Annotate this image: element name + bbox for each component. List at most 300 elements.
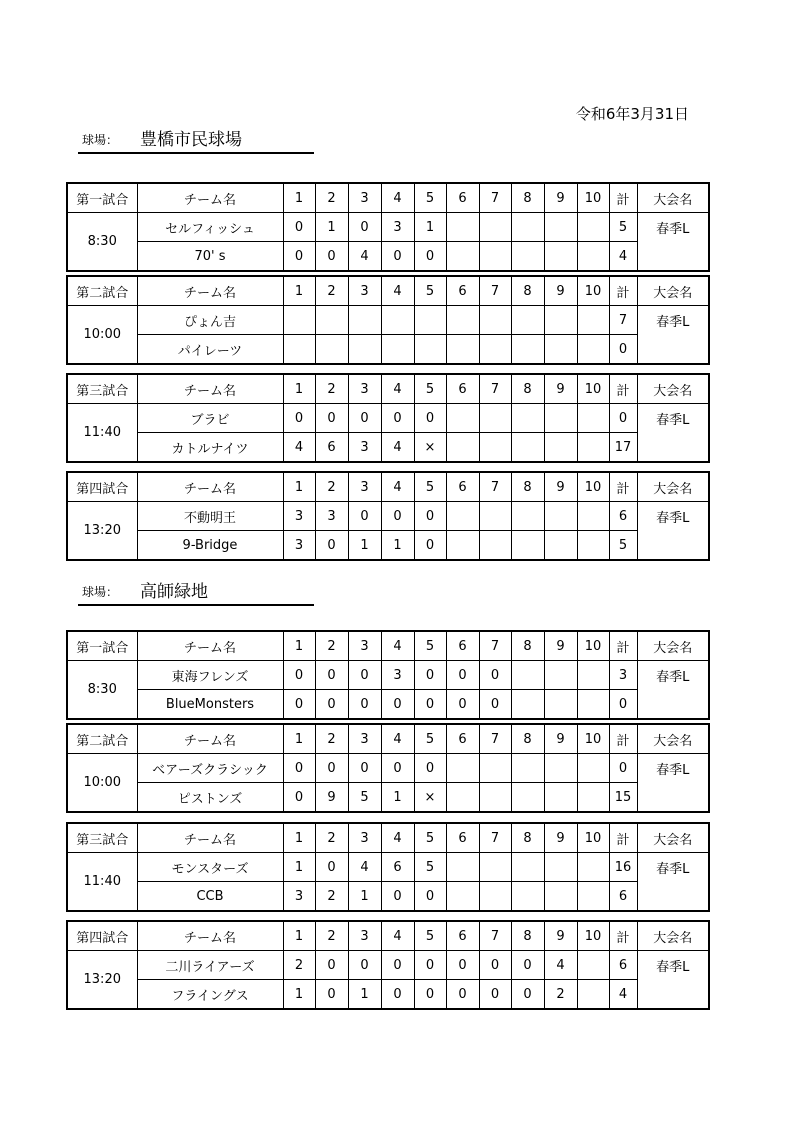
inning-header: 3 — [348, 276, 381, 306]
inning-score: 0 — [446, 980, 479, 1010]
team-row — [67, 980, 709, 1010]
inning-header: 7 — [479, 472, 511, 502]
inning-score — [446, 882, 479, 912]
inning-score — [577, 335, 609, 365]
inning-score: 6 — [381, 853, 414, 882]
inning-score: 0 — [381, 754, 414, 783]
inning-score — [479, 335, 511, 365]
inning-header: 6 — [446, 374, 479, 404]
inning-score — [577, 306, 609, 335]
inning-score — [544, 690, 577, 720]
inning-score — [577, 980, 609, 1010]
inning-score — [511, 242, 544, 272]
team-total: 5 — [609, 531, 637, 561]
inning-score: 3 — [283, 502, 315, 531]
inning-header: 1 — [283, 724, 315, 754]
inning-score — [479, 404, 511, 433]
team-total: 16 — [609, 853, 637, 882]
game-table — [66, 920, 710, 1010]
inning-header: 10 — [577, 823, 609, 853]
inning-score: 0 — [414, 951, 446, 980]
inning-score: 3 — [283, 531, 315, 561]
inning-score — [544, 213, 577, 242]
inning-score: 0 — [315, 951, 348, 980]
total-header: 計 — [609, 631, 637, 661]
inning-score — [577, 531, 609, 561]
header-row — [67, 183, 709, 213]
inning-header: 2 — [315, 631, 348, 661]
inning-score — [511, 690, 544, 720]
tournament-name: 春季L — [637, 213, 709, 272]
inning-score — [414, 335, 446, 365]
inning-score — [577, 754, 609, 783]
game-table — [66, 275, 710, 365]
header-row — [67, 631, 709, 661]
inning-header: 4 — [381, 276, 414, 306]
inning-header: 2 — [315, 921, 348, 951]
inning-score — [511, 502, 544, 531]
inning-header: 4 — [381, 823, 414, 853]
inning-score — [446, 754, 479, 783]
inning-score — [577, 433, 609, 463]
inning-score — [577, 213, 609, 242]
inning-score — [479, 882, 511, 912]
team-total: 0 — [609, 404, 637, 433]
inning-score: 4 — [283, 433, 315, 463]
inning-score: 1 — [315, 213, 348, 242]
team-column-header: チーム名 — [137, 631, 283, 661]
inning-score: 5 — [348, 783, 381, 813]
inning-score: 0 — [315, 754, 348, 783]
inning-header: 5 — [414, 374, 446, 404]
inning-score: 0 — [315, 690, 348, 720]
inning-score: 4 — [381, 433, 414, 463]
inning-header: 9 — [544, 631, 577, 661]
inning-score — [544, 335, 577, 365]
inning-score: 0 — [348, 951, 381, 980]
tournament-header: 大会名 — [637, 724, 709, 754]
inning-score — [315, 335, 348, 365]
inning-score — [414, 306, 446, 335]
team-total: 15 — [609, 783, 637, 813]
inning-header: 7 — [479, 724, 511, 754]
inning-header: 8 — [511, 921, 544, 951]
team-name: フライングス — [137, 980, 283, 1010]
game-label: 第二試合 — [67, 724, 137, 754]
inning-header: 1 — [283, 921, 315, 951]
inning-score: 0 — [348, 754, 381, 783]
inning-header: 1 — [283, 631, 315, 661]
inning-score: 0 — [348, 213, 381, 242]
inning-header: 6 — [446, 921, 479, 951]
team-row — [67, 661, 709, 690]
inning-header: 2 — [315, 374, 348, 404]
inning-score: 0 — [479, 980, 511, 1010]
inning-score: 0 — [315, 853, 348, 882]
inning-score: 0 — [381, 951, 414, 980]
inning-score: 4 — [544, 951, 577, 980]
inning-score: 1 — [414, 213, 446, 242]
game-label: 第三試合 — [67, 823, 137, 853]
start-time: 13:20 — [67, 502, 137, 561]
inning-header: 3 — [348, 374, 381, 404]
inning-header: 6 — [446, 276, 479, 306]
inning-score: 1 — [381, 783, 414, 813]
tournament-name: 春季L — [637, 951, 709, 1010]
tournament-name: 春季L — [637, 306, 709, 365]
inning-header: 8 — [511, 724, 544, 754]
inning-score — [511, 404, 544, 433]
inning-header: 10 — [577, 631, 609, 661]
inning-score: 0 — [315, 980, 348, 1010]
inning-score: 0 — [479, 951, 511, 980]
team-name: パイレーツ — [137, 335, 283, 365]
inning-score: 0 — [479, 661, 511, 690]
inning-score: 0 — [348, 502, 381, 531]
inning-score: 0 — [446, 661, 479, 690]
inning-score — [348, 306, 381, 335]
game-table — [66, 630, 710, 720]
inning-header: 7 — [479, 631, 511, 661]
inning-header: 2 — [315, 724, 348, 754]
inning-score: × — [414, 783, 446, 813]
inning-header: 8 — [511, 823, 544, 853]
game-label: 第四試合 — [67, 921, 137, 951]
inning-header: 1 — [283, 183, 315, 213]
inning-score — [381, 335, 414, 365]
team-name: カトルナイツ — [137, 433, 283, 463]
inning-score — [381, 306, 414, 335]
inning-header: 7 — [479, 823, 511, 853]
inning-header: 10 — [577, 921, 609, 951]
tournament-header: 大会名 — [637, 921, 709, 951]
inning-score: 1 — [348, 531, 381, 561]
inning-header: 9 — [544, 921, 577, 951]
total-header: 計 — [609, 374, 637, 404]
inning-score: 1 — [348, 980, 381, 1010]
team-name: 70' s — [137, 242, 283, 272]
inning-score: 4 — [348, 853, 381, 882]
inning-score: 0 — [381, 404, 414, 433]
inning-score: 0 — [414, 980, 446, 1010]
inning-header: 7 — [479, 183, 511, 213]
game-label: 第三試合 — [67, 374, 137, 404]
inning-score — [511, 754, 544, 783]
total-header: 計 — [609, 472, 637, 502]
inning-score: 0 — [414, 690, 446, 720]
inning-score: 0 — [283, 213, 315, 242]
venue-name: 豊橋市民球場 — [140, 130, 242, 150]
inning-score: 6 — [315, 433, 348, 463]
team-total: 3 — [609, 661, 637, 690]
inning-header: 2 — [315, 472, 348, 502]
inning-header: 8 — [511, 631, 544, 661]
start-time: 13:20 — [67, 951, 137, 1010]
inning-header: 7 — [479, 374, 511, 404]
inning-score — [283, 306, 315, 335]
inning-header: 1 — [283, 374, 315, 404]
inning-score — [511, 531, 544, 561]
inning-score — [315, 306, 348, 335]
inning-header: 5 — [414, 472, 446, 502]
team-row — [67, 754, 709, 783]
inning-header: 4 — [381, 921, 414, 951]
inning-score — [544, 882, 577, 912]
game-label: 第一試合 — [67, 631, 137, 661]
team-name: 二川ライアーズ — [137, 951, 283, 980]
inning-header: 7 — [479, 276, 511, 306]
inning-score — [577, 882, 609, 912]
team-name: 9-Bridge — [137, 531, 283, 561]
inning-score — [577, 502, 609, 531]
team-total: 6 — [609, 951, 637, 980]
team-row — [67, 690, 709, 720]
team-row — [67, 783, 709, 813]
inning-header: 5 — [414, 724, 446, 754]
inning-score — [577, 783, 609, 813]
inning-score — [479, 213, 511, 242]
inning-score: 0 — [414, 242, 446, 272]
inning-header: 4 — [381, 374, 414, 404]
team-row — [67, 404, 709, 433]
total-header: 計 — [609, 724, 637, 754]
venue-label: 球場： — [82, 585, 119, 599]
inning-score: 3 — [283, 882, 315, 912]
inning-header: 2 — [315, 183, 348, 213]
team-row — [67, 242, 709, 272]
venue-name: 高師緑地 — [140, 582, 208, 602]
inning-score — [446, 783, 479, 813]
tournament-name: 春季L — [637, 754, 709, 813]
inning-header: 6 — [446, 823, 479, 853]
team-total: 17 — [609, 433, 637, 463]
start-time: 8:30 — [67, 661, 137, 720]
inning-score: × — [414, 433, 446, 463]
tournament-header: 大会名 — [637, 183, 709, 213]
inning-header: 9 — [544, 724, 577, 754]
inning-score — [577, 242, 609, 272]
inning-score — [479, 783, 511, 813]
team-column-header: チーム名 — [137, 472, 283, 502]
total-header: 計 — [609, 921, 637, 951]
total-header: 計 — [609, 183, 637, 213]
inning-header: 3 — [348, 183, 381, 213]
tournament-name: 春季L — [637, 853, 709, 912]
total-header: 計 — [609, 276, 637, 306]
start-time: 11:40 — [67, 853, 137, 912]
tournament-header: 大会名 — [637, 374, 709, 404]
inning-score — [544, 242, 577, 272]
inning-score: 0 — [414, 404, 446, 433]
inning-score: 3 — [348, 433, 381, 463]
game-table — [66, 822, 710, 912]
team-total: 6 — [609, 502, 637, 531]
tournament-header: 大会名 — [637, 823, 709, 853]
inning-score: 4 — [348, 242, 381, 272]
inning-header: 9 — [544, 183, 577, 213]
inning-score: 0 — [414, 661, 446, 690]
inning-score: 0 — [479, 690, 511, 720]
team-row — [67, 882, 709, 912]
inning-header: 10 — [577, 724, 609, 754]
inning-score: 9 — [315, 783, 348, 813]
header-row — [67, 823, 709, 853]
inning-header: 4 — [381, 183, 414, 213]
venue-heading — [78, 130, 314, 154]
inning-score — [479, 853, 511, 882]
inning-score: 0 — [381, 882, 414, 912]
start-time: 10:00 — [67, 754, 137, 813]
game-table — [66, 723, 710, 813]
team-total: 4 — [609, 242, 637, 272]
start-time: 11:40 — [67, 404, 137, 463]
inning-header: 1 — [283, 472, 315, 502]
team-column-header: チーム名 — [137, 724, 283, 754]
inning-header: 6 — [446, 724, 479, 754]
game-label: 第二試合 — [67, 276, 137, 306]
team-name: ぴょん吉 — [137, 306, 283, 335]
team-row — [67, 853, 709, 882]
inning-score — [544, 433, 577, 463]
inning-score — [446, 213, 479, 242]
inning-header: 2 — [315, 276, 348, 306]
inning-score — [446, 853, 479, 882]
inning-header: 4 — [381, 724, 414, 754]
inning-score: 3 — [381, 661, 414, 690]
game-label: 第四試合 — [67, 472, 137, 502]
inning-score — [511, 783, 544, 813]
inning-score — [446, 335, 479, 365]
game-table — [66, 373, 710, 463]
team-row — [67, 213, 709, 242]
team-name: ベアーズクラシック — [137, 754, 283, 783]
inning-header: 4 — [381, 472, 414, 502]
tournament-header: 大会名 — [637, 472, 709, 502]
inning-score — [577, 690, 609, 720]
inning-score: 3 — [381, 213, 414, 242]
team-total: 0 — [609, 335, 637, 365]
inning-score: 0 — [381, 242, 414, 272]
inning-header: 8 — [511, 183, 544, 213]
inning-score: 2 — [283, 951, 315, 980]
inning-score — [577, 853, 609, 882]
inning-score: 2 — [315, 882, 348, 912]
inning-score — [577, 951, 609, 980]
inning-score: 0 — [283, 754, 315, 783]
header-row — [67, 472, 709, 502]
inning-header: 5 — [414, 631, 446, 661]
inning-score — [544, 661, 577, 690]
inning-score — [446, 306, 479, 335]
inning-score: 0 — [414, 754, 446, 783]
inning-score: 0 — [414, 882, 446, 912]
inning-score — [577, 404, 609, 433]
team-column-header: チーム名 — [137, 374, 283, 404]
team-name: セルフィッシュ — [137, 213, 283, 242]
inning-score — [446, 242, 479, 272]
inning-score: 0 — [381, 502, 414, 531]
inning-header: 9 — [544, 374, 577, 404]
inning-header: 1 — [283, 276, 315, 306]
inning-score — [511, 213, 544, 242]
inning-score — [446, 531, 479, 561]
tournament-name: 春季L — [637, 661, 709, 720]
inning-header: 6 — [446, 183, 479, 213]
inning-header: 4 — [381, 631, 414, 661]
inning-score — [446, 502, 479, 531]
team-name: ブラビ — [137, 404, 283, 433]
inning-score: 0 — [315, 661, 348, 690]
team-total: 6 — [609, 882, 637, 912]
team-row — [67, 951, 709, 980]
team-column-header: チーム名 — [137, 921, 283, 951]
inning-score — [479, 306, 511, 335]
inning-score: 0 — [414, 531, 446, 561]
inning-header: 3 — [348, 631, 381, 661]
inning-header: 5 — [414, 276, 446, 306]
team-row — [67, 335, 709, 365]
header-row — [67, 724, 709, 754]
inning-header: 6 — [446, 631, 479, 661]
inning-score — [544, 754, 577, 783]
team-total: 7 — [609, 306, 637, 335]
inning-score — [479, 242, 511, 272]
inning-score — [479, 433, 511, 463]
inning-header: 3 — [348, 921, 381, 951]
inning-header: 10 — [577, 472, 609, 502]
inning-header: 10 — [577, 183, 609, 213]
inning-header: 3 — [348, 823, 381, 853]
inning-score: 0 — [315, 531, 348, 561]
inning-score: 1 — [283, 853, 315, 882]
inning-score — [283, 335, 315, 365]
inning-score: 1 — [348, 882, 381, 912]
team-total: 4 — [609, 980, 637, 1010]
inning-score — [511, 661, 544, 690]
inning-score — [544, 502, 577, 531]
inning-score — [577, 661, 609, 690]
game-table — [66, 471, 710, 561]
team-name: モンスターズ — [137, 853, 283, 882]
total-header: 計 — [609, 823, 637, 853]
inning-header: 8 — [511, 276, 544, 306]
inning-header: 5 — [414, 823, 446, 853]
inning-score — [544, 404, 577, 433]
inning-score: 0 — [381, 980, 414, 1010]
inning-header: 6 — [446, 472, 479, 502]
inning-score: 0 — [283, 690, 315, 720]
inning-header: 3 — [348, 724, 381, 754]
inning-score — [479, 502, 511, 531]
inning-header: 5 — [414, 183, 446, 213]
team-name: ピストンズ — [137, 783, 283, 813]
inning-score: 0 — [381, 690, 414, 720]
inning-score: 0 — [315, 404, 348, 433]
team-row — [67, 502, 709, 531]
inning-score — [511, 433, 544, 463]
inning-score — [544, 306, 577, 335]
inning-header: 9 — [544, 823, 577, 853]
team-column-header: チーム名 — [137, 276, 283, 306]
inning-score: 0 — [283, 661, 315, 690]
team-name: CCB — [137, 882, 283, 912]
inning-header: 9 — [544, 276, 577, 306]
header-row — [67, 276, 709, 306]
document-date: 令和6年3月31日 — [575, 105, 689, 123]
inning-header: 8 — [511, 374, 544, 404]
inning-header: 9 — [544, 472, 577, 502]
inning-score: 0 — [348, 661, 381, 690]
